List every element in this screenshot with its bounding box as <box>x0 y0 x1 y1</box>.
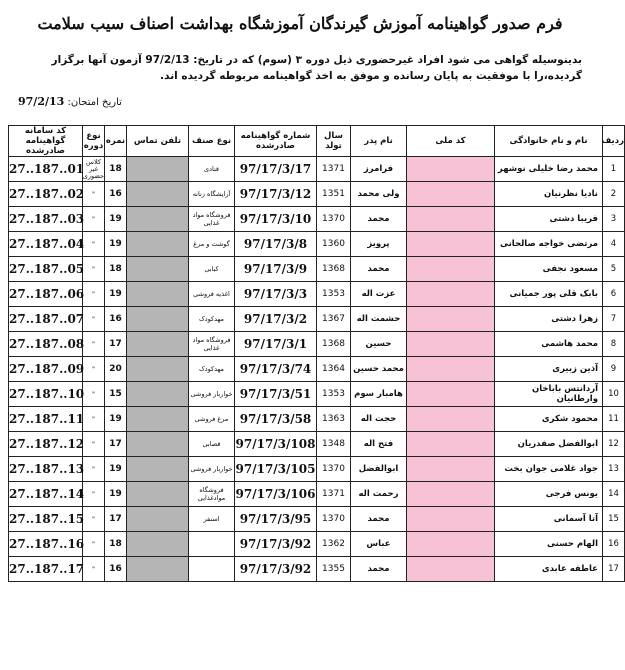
system-code-cell: 27..187..09 <box>9 357 83 382</box>
cycle-type-cell: " <box>83 432 105 457</box>
row-number-cell: 6 <box>603 282 625 307</box>
phone-redacted-cell <box>127 432 189 457</box>
person-name-cell: مسعود نجفی <box>495 257 603 282</box>
row-number-cell: 9 <box>603 357 625 382</box>
birth-year-cell: 1353 <box>317 382 351 407</box>
father-name-cell: پرویز <box>351 232 407 257</box>
cycle-type-cell: " <box>83 482 105 507</box>
guild-type-cell: خواربار فروشی <box>189 382 235 407</box>
person-name-cell: نادیا نظرنیان <box>495 182 603 207</box>
father-name-cell: محمد <box>351 507 407 532</box>
person-name-cell: محمود شکری <box>495 407 603 432</box>
table-row <box>9 307 625 332</box>
table-row <box>9 557 625 582</box>
father-name-cell: فرامرز <box>351 157 407 182</box>
father-name-cell: رحمت اله <box>351 482 407 507</box>
birth-year-cell: 1370 <box>317 507 351 532</box>
national-code-redacted-cell <box>407 432 495 457</box>
national-code-redacted-cell <box>407 207 495 232</box>
person-name-cell: زهرا دشتی <box>495 307 603 332</box>
father-name-cell: عزت اله <box>351 282 407 307</box>
row-number-cell: 7 <box>603 307 625 332</box>
certificate-number-cell: 97/17/3/74 <box>235 357 317 382</box>
person-name-cell: عاطفه عابدی <box>495 557 603 582</box>
phone-redacted-cell <box>127 257 189 282</box>
row-number-cell: 4 <box>603 232 625 257</box>
header-certificate-no: شماره گواهینامه صادرشده <box>235 126 317 157</box>
table-row <box>9 182 625 207</box>
system-code-cell: 27..187..14 <box>9 482 83 507</box>
table-row <box>9 157 625 182</box>
national-code-redacted-cell <box>407 532 495 557</box>
phone-redacted-cell <box>127 282 189 307</box>
certificate-number-cell: 97/17/3/9 <box>235 257 317 282</box>
system-code-cell: 27..187..05 <box>9 257 83 282</box>
certificate-number-cell: 97/17/3/17 <box>235 157 317 182</box>
birth-year-cell: 1360 <box>317 232 351 257</box>
person-name-cell: یونس فرجی <box>495 482 603 507</box>
grade-cell: 19 <box>105 232 127 257</box>
certificate-number-cell: 97/17/3/10 <box>235 207 317 232</box>
table-row <box>9 382 625 407</box>
cycle-type-cell: " <box>83 507 105 532</box>
system-code-cell: 27..187..08 <box>9 332 83 357</box>
guild-type-cell: فروشگاه موادغذایی <box>189 482 235 507</box>
phone-redacted-cell <box>127 482 189 507</box>
phone-redacted-cell <box>127 507 189 532</box>
row-number-cell: 12 <box>603 432 625 457</box>
national-code-redacted-cell <box>407 282 495 307</box>
guild-type-cell: گوشت و مرغ <box>189 232 235 257</box>
national-code-redacted-cell <box>407 457 495 482</box>
row-number-cell: 8 <box>603 332 625 357</box>
guild-type-cell <box>189 532 235 557</box>
system-code-cell: 27..187..02 <box>9 182 83 207</box>
guild-type-cell: اسنفر <box>189 507 235 532</box>
grade-cell: 18 <box>105 157 127 182</box>
intro-text: بدینوسیله گواهی می شود افراد غیرحضوری ذیل دوره ۳ (سوم) که در تاریخ: 97/2/13 آزمون آنها برگزار گردیده،را با موفقیت به پایان رسانده و موفق به اخذ گواهینامه مربوطه گردیده اند. <box>51 54 582 82</box>
certificate-number-cell: 97/17/3/106 <box>235 482 317 507</box>
header-grade: نمره <box>105 126 127 157</box>
table-row <box>9 207 625 232</box>
person-name-cell: جواد غلامی جوان بخت <box>495 457 603 482</box>
cycle-type-cell: " <box>83 282 105 307</box>
person-name-cell: فریبا دشتی <box>495 207 603 232</box>
phone-redacted-cell <box>127 532 189 557</box>
person-name-cell: ابوالفضل صفدریان <box>495 432 603 457</box>
person-name-cell: محمد هاشمی <box>495 332 603 357</box>
row-number-cell: 10 <box>603 382 625 407</box>
header-guild-type: نوع صنف <box>189 126 235 157</box>
father-name-cell: محمد <box>351 557 407 582</box>
certificate-number-cell: 97/17/3/92 <box>235 532 317 557</box>
system-code-cell: 27..187..15 <box>9 507 83 532</box>
system-code-cell: 27..187..03 <box>9 207 83 232</box>
phone-redacted-cell <box>127 557 189 582</box>
phone-redacted-cell <box>127 157 189 182</box>
national-code-redacted-cell <box>407 482 495 507</box>
table-row <box>9 507 625 532</box>
guild-type-cell <box>189 557 235 582</box>
table-row <box>9 432 625 457</box>
table-row <box>9 332 625 357</box>
certificate-number-cell: 97/17/3/8 <box>235 232 317 257</box>
birth-year-cell: 1364 <box>317 357 351 382</box>
row-number-cell: 2 <box>603 182 625 207</box>
national-code-redacted-cell <box>407 407 495 432</box>
phone-redacted-cell <box>127 357 189 382</box>
header-row-no: ردیف <box>603 126 625 157</box>
certificate-number-cell: 97/17/3/92 <box>235 557 317 582</box>
guild-type-cell: کبابی <box>189 257 235 282</box>
grade-cell: 19 <box>105 282 127 307</box>
header-phone: تلفن تماس <box>127 126 189 157</box>
cycle-type-cell: " <box>83 332 105 357</box>
row-number-cell: 13 <box>603 457 625 482</box>
father-name-cell: فتح اله <box>351 432 407 457</box>
header-cycle-type: نوع دوره <box>83 126 105 157</box>
grade-cell: 16 <box>105 307 127 332</box>
certificate-number-cell: 97/17/3/108 <box>235 432 317 457</box>
system-code-cell: 27..187..11 <box>9 407 83 432</box>
birth-year-cell: 1348 <box>317 432 351 457</box>
guild-type-cell: فروشگاه مواد غذایی <box>189 207 235 232</box>
cycle-type-cell: " <box>83 382 105 407</box>
certificate-number-cell: 97/17/3/2 <box>235 307 317 332</box>
row-number-cell: 15 <box>603 507 625 532</box>
person-name-cell: مرتضی خواجه صالحانی <box>495 232 603 257</box>
father-name-cell: حشمت اله <box>351 307 407 332</box>
guild-type-cell: فروشگاه مواد غذایی <box>189 332 235 357</box>
cycle-type-cell: " <box>83 257 105 282</box>
birth-year-cell: 1368 <box>317 332 351 357</box>
father-name-cell: ولی محمد <box>351 182 407 207</box>
cycle-type-cell: کلاس غیر حضوری <box>82 157 104 180</box>
national-code-redacted-cell <box>407 182 495 207</box>
grade-cell: 19 <box>105 407 127 432</box>
national-code-redacted-cell <box>407 557 495 582</box>
system-code-cell: 27..187..07 <box>9 307 83 332</box>
grade-cell: 19 <box>105 207 127 232</box>
guild-type-cell: اغذیه فروشی <box>189 282 235 307</box>
certificate-table <box>8 125 625 582</box>
row-number-cell: 1 <box>603 157 625 182</box>
table-row <box>9 232 625 257</box>
header-full-name: نام و نام خانوادگی <box>495 126 603 157</box>
birth-year-cell: 1355 <box>317 557 351 582</box>
row-number-cell: 17 <box>603 557 625 582</box>
exam-date-label: تاریخ امتحان: <box>67 97 122 108</box>
exam-date <box>18 95 122 108</box>
national-code-redacted-cell <box>407 332 495 357</box>
birth-year-cell: 1371 <box>317 482 351 507</box>
certificate-number-cell: 97/17/3/95 <box>235 507 317 532</box>
phone-redacted-cell <box>127 332 189 357</box>
birth-year-cell: 1370 <box>317 457 351 482</box>
grade-cell: 20 <box>105 357 127 382</box>
person-name-cell: محمد رضا خلیلی نوشهر <box>495 157 603 182</box>
row-number-cell: 14 <box>603 482 625 507</box>
header-system-code: کد سامانه گواهینامه صادرشده <box>9 126 83 157</box>
grade-cell: 16 <box>105 557 127 582</box>
system-code-cell: 27..187..13 <box>9 457 83 482</box>
grade-cell: 17 <box>105 507 127 532</box>
system-code-cell: 27..187..01 <box>9 157 83 182</box>
certificate-number-cell: 97/17/3/12 <box>235 182 317 207</box>
grade-cell: 18 <box>105 257 127 282</box>
system-code-cell: 27..187..04 <box>9 232 83 257</box>
father-name-cell: ابوالفضل <box>351 457 407 482</box>
row-number-cell: 5 <box>603 257 625 282</box>
row-number-cell: 3 <box>603 207 625 232</box>
father-name-cell: محمد <box>351 207 407 232</box>
cycle-type-cell: " <box>83 557 105 582</box>
birth-year-cell: 1362 <box>317 532 351 557</box>
header-national-code: کد ملی <box>407 126 495 157</box>
certificate-number-cell: 97/17/3/51 <box>235 382 317 407</box>
cycle-type-cell: " <box>83 232 105 257</box>
national-code-redacted-cell <box>407 382 495 407</box>
cycle-type-cell: " <box>83 207 105 232</box>
system-code-cell: 27..187..10 <box>9 382 83 407</box>
father-name-cell: محمد حسین <box>351 357 407 382</box>
guild-type-cell: مهدکودک <box>189 357 235 382</box>
person-name-cell: آردانتس باباخان وارطانیان <box>495 382 603 407</box>
form-title: فرم صدور گواهینامه آموزش گیرندگان آموزشگاه بهداشت اصناف سیب سلامت <box>37 14 563 33</box>
grade-cell: 18 <box>105 532 127 557</box>
birth-year-cell: 1351 <box>317 182 351 207</box>
grade-cell: 19 <box>105 457 127 482</box>
system-code-cell: 27..187..12 <box>9 432 83 457</box>
guild-type-cell: قصابی <box>189 432 235 457</box>
row-number-cell: 11 <box>603 407 625 432</box>
cycle-type-cell: " <box>83 307 105 332</box>
guild-type-cell: مرغ فروشی <box>189 407 235 432</box>
table-row <box>9 257 625 282</box>
table-row <box>9 457 625 482</box>
grade-cell: 17 <box>105 432 127 457</box>
guild-type-cell: خواربار فروشی <box>189 457 235 482</box>
cycle-type-cell: " <box>83 182 105 207</box>
birth-year-cell: 1370 <box>317 207 351 232</box>
table-row <box>9 532 625 557</box>
cycle-type-cell: " <box>83 457 105 482</box>
table-row <box>9 282 625 307</box>
national-code-redacted-cell <box>407 307 495 332</box>
cycle-type-cell: " <box>83 357 105 382</box>
person-name-cell: آذین زبیری <box>495 357 603 382</box>
phone-redacted-cell <box>127 232 189 257</box>
system-code-cell: 27..187..17 <box>9 557 83 582</box>
father-name-cell: محمد <box>351 257 407 282</box>
national-code-redacted-cell <box>407 507 495 532</box>
grade-cell: 15 <box>105 382 127 407</box>
national-code-redacted-cell <box>407 157 495 182</box>
grade-cell: 17 <box>105 332 127 357</box>
certificate-number-cell: 97/17/3/3 <box>235 282 317 307</box>
phone-redacted-cell <box>127 407 189 432</box>
phone-redacted-cell <box>127 457 189 482</box>
header-birth-year: سال تولد <box>317 126 351 157</box>
person-name-cell: آتا آسمانی <box>495 507 603 532</box>
certificate-number-cell: 97/17/3/1 <box>235 332 317 357</box>
system-code-cell: 27..187..16 <box>9 532 83 557</box>
national-code-redacted-cell <box>407 232 495 257</box>
certificate-number-cell: 97/17/3/105 <box>235 457 317 482</box>
national-code-redacted-cell <box>407 257 495 282</box>
guild-type-cell: مهدکودک <box>189 307 235 332</box>
exam-date-value: 97/2/13 <box>18 95 65 108</box>
certificate-number-cell: 97/17/3/58 <box>235 407 317 432</box>
system-code-cell: 27..187..06 <box>9 282 83 307</box>
table-row <box>9 407 625 432</box>
birth-year-cell: 1368 <box>317 257 351 282</box>
guild-type-cell: آرایشگاه زنانه <box>189 182 235 207</box>
person-name-cell: الهام حسنی <box>495 532 603 557</box>
birth-year-cell: 1353 <box>317 282 351 307</box>
phone-redacted-cell <box>127 382 189 407</box>
birth-year-cell: 1363 <box>317 407 351 432</box>
person-name-cell: بابک قلی پور جمیانی <box>495 282 603 307</box>
phone-redacted-cell <box>127 182 189 207</box>
table-header-row <box>9 126 625 157</box>
father-name-cell: حجت اله <box>351 407 407 432</box>
phone-redacted-cell <box>127 207 189 232</box>
guild-type-cell: قنادی <box>189 157 235 182</box>
birth-year-cell: 1371 <box>317 157 351 182</box>
phone-redacted-cell <box>127 307 189 332</box>
father-name-cell: حسین <box>351 332 407 357</box>
table-row <box>9 482 625 507</box>
father-name-cell: هامبار سوم <box>351 382 407 407</box>
father-name-cell: عباس <box>351 532 407 557</box>
grade-cell: 16 <box>105 182 127 207</box>
national-code-redacted-cell <box>407 357 495 382</box>
table-row <box>9 357 625 382</box>
cycle-type-cell: " <box>83 407 105 432</box>
header-father-name: نام پدر <box>351 126 407 157</box>
row-number-cell: 16 <box>603 532 625 557</box>
birth-year-cell: 1367 <box>317 307 351 332</box>
grade-cell: 19 <box>105 482 127 507</box>
cycle-type-cell: " <box>83 532 105 557</box>
